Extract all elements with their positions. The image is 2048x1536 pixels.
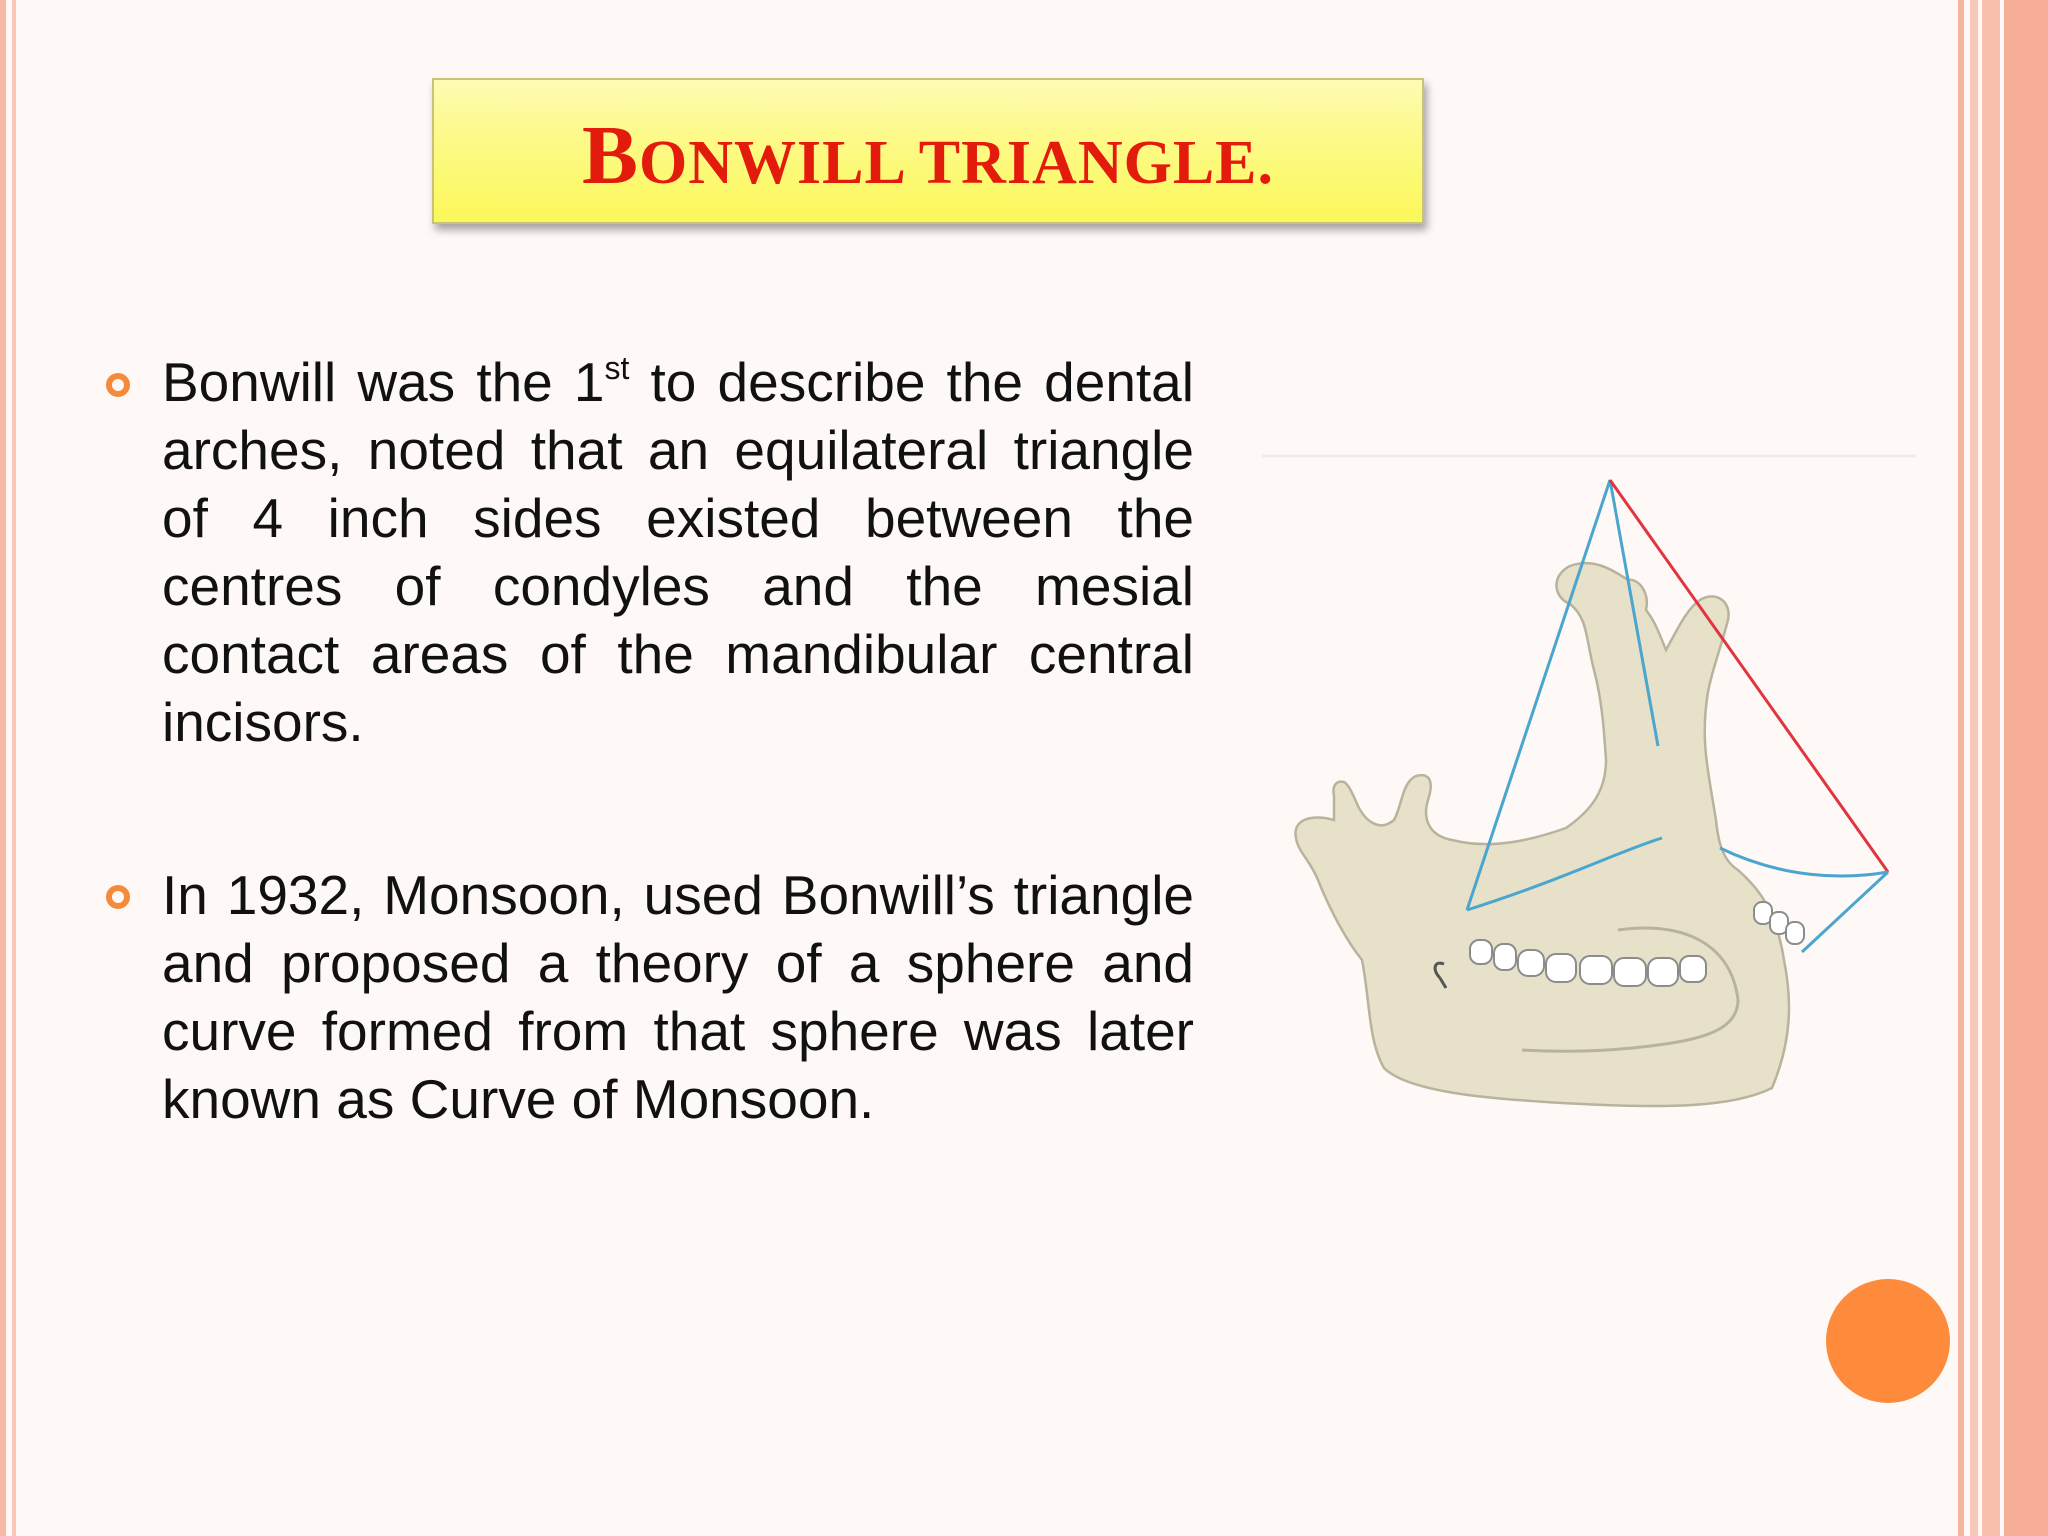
right-border-stripe [2004,0,2048,1536]
title-rest: ONWILL TRIANGLE. [639,128,1275,197]
bullet-icon [106,885,130,909]
right-border-stripe [1970,0,1978,1536]
bullet-icon [106,373,130,397]
slide-title [582,107,1274,204]
superscript: st [604,350,630,386]
mandible-shape [1296,563,1789,1106]
bullet-text-before: Bonwill was the 1 [162,351,605,413]
accent-dot [1826,1279,1950,1403]
title-initial: B [581,108,639,202]
left-border-stripe [0,0,6,1536]
bonwill-triangle-mandible-illustration [1262,440,1922,1140]
right-border-stripe [1982,0,2000,1536]
bullet-text-monsoon: In 1932, Monsoon, used Bonwill’s triangle and proposed a theory of a sphere and curve formed from that sphere was later known as Curve of Monsoon. [162,864,1194,1130]
title-box [432,78,1424,224]
right-border-stripe [1958,0,1964,1536]
bullet-text-bonwill [162,348,1194,756]
left-border-stripe [12,0,16,1536]
bullet-text-after: to describe the dental arches, noted that an equilateral triangle of 4 inch sides existed between the centres of condyles and the mesial contact areas of the mandibular central incisors. [162,351,1194,753]
